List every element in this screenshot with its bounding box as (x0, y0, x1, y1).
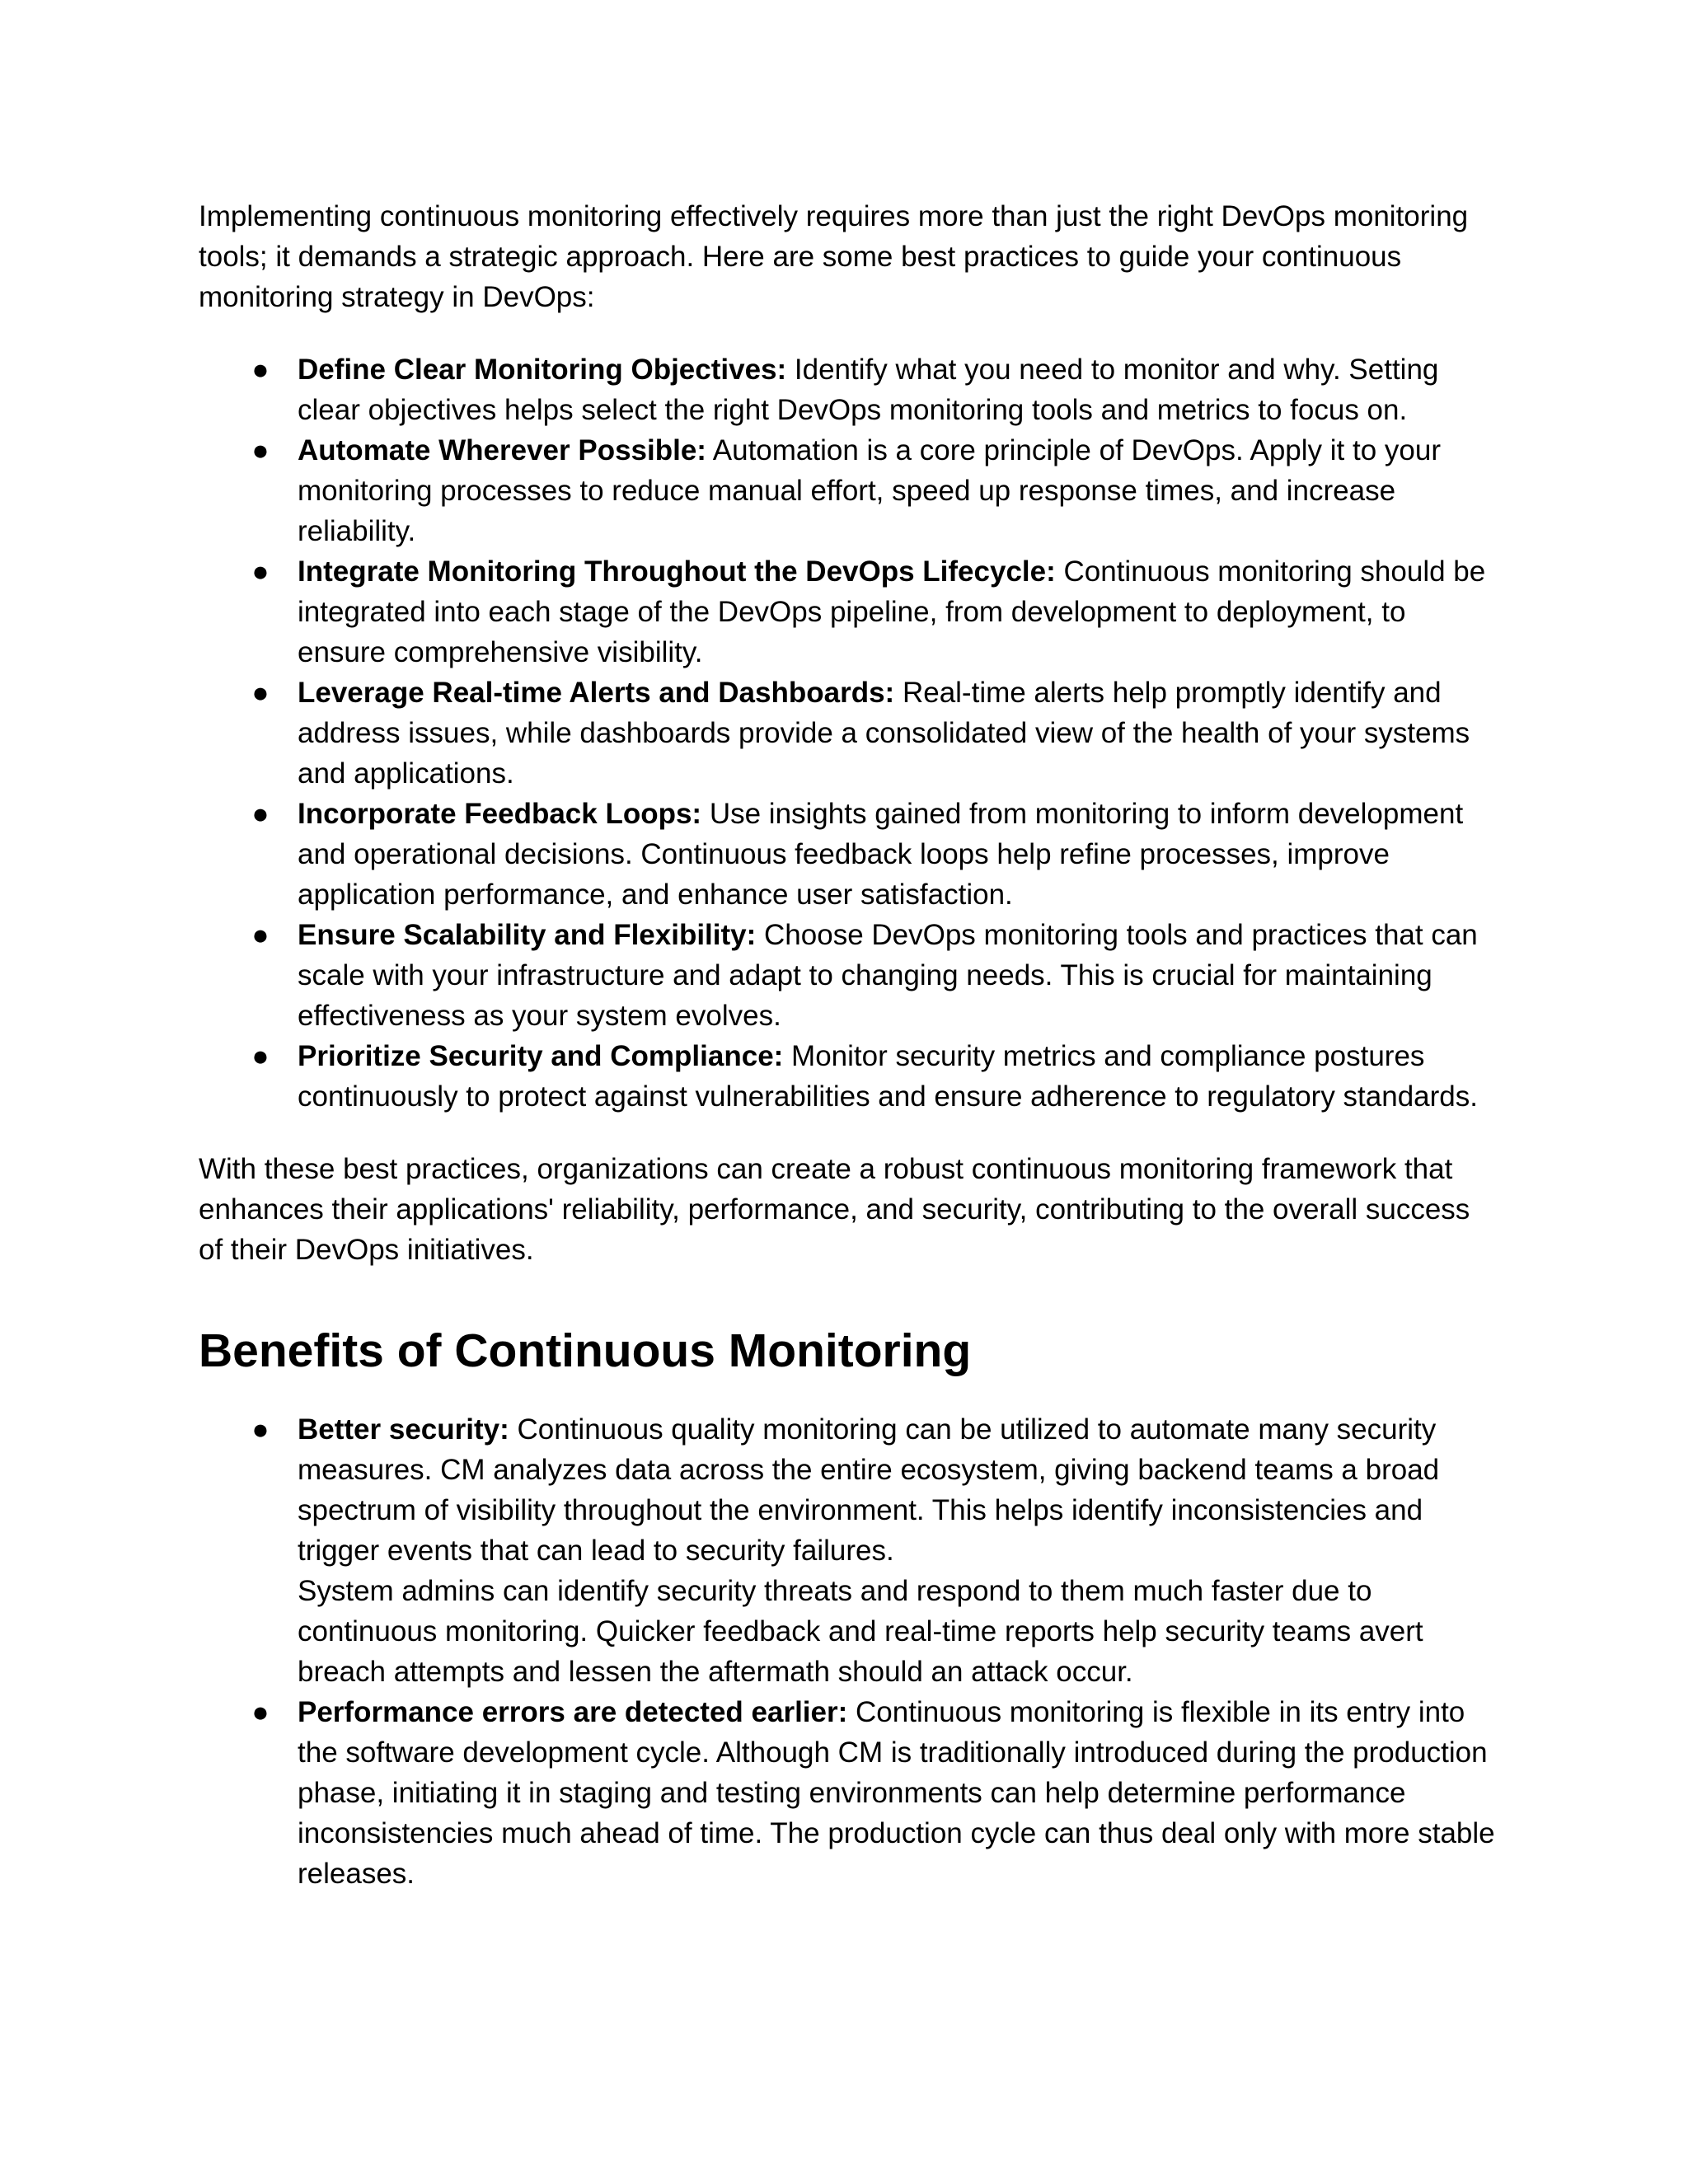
item-text: Identify what you need to monitor and why. Setting clear objectives helps select the right DevOps monitoring tools and metrics to focus on. (298, 354, 1439, 426)
item-extra-text: System admins can identify security threats and respond to them much faster due to continuous monitoring. Quicker feedback and real-time reports help security teams avert breach attempts and lessen the aftermath should an attack occur. (298, 1575, 1423, 1688)
item-text: Use insights gained from monitoring to inform development and operational decisions. Continuous feedback loops help refine processes, improve application performance, and enhance user satisfaction. (298, 798, 1464, 911)
item-title: Prioritize Security and Compliance: (298, 1040, 784, 1072)
list-item (199, 794, 1501, 915)
item-title: Performance errors are detected earlier: (298, 1696, 848, 1728)
item-title: Leverage Real-time Alerts and Dashboards: (298, 677, 895, 709)
benefits-list (199, 1409, 1501, 1894)
bullet-icon: ● (251, 1696, 270, 1728)
document-page (199, 196, 1501, 1894)
bullet-icon: ● (251, 354, 270, 386)
bullet-icon: ● (251, 919, 270, 951)
bullet-icon: ● (251, 434, 270, 466)
item-text: Real-time alerts help promptly identify and address issues, while dashboards provide a consolidated view of the health of your systems and applications. (298, 677, 1470, 790)
list-item (199, 1036, 1501, 1117)
item-title: Automate Wherever Possible: (298, 434, 706, 466)
section-heading: Benefits of Continuous Monitoring (199, 1324, 972, 1377)
list-item (199, 1409, 1501, 1692)
bullet-icon: ● (251, 677, 270, 709)
item-text: Monitor security metrics and compliance postures continuously to protect against vulnerabilities and ensure adherence to regulatory standards. (298, 1040, 1478, 1113)
bullet-icon: ● (251, 555, 270, 588)
item-text: Continuous quality monitoring can be utilized to automate many security measures. CM analyzes data across the entire ecosystem, giving backend teams a broad spectrum of visibility throughout the environment. This helps identify inconsistencies and trigger events that can lead to security failures. (298, 1413, 1440, 1567)
best-practices-list (199, 349, 1501, 1117)
item-title: Incorporate Feedback Loops: (298, 798, 702, 830)
list-item (199, 551, 1501, 673)
list-item (199, 915, 1501, 1036)
item-title: Ensure Scalability and Flexibility: (298, 919, 757, 951)
item-text: Continuous monitoring should be integrated into each stage of the DevOps pipeline, from development to deployment, to ensure comprehensive visibility. (298, 555, 1486, 668)
list-item (199, 430, 1501, 551)
bullet-icon: ● (251, 1413, 270, 1446)
list-item (199, 349, 1501, 430)
bullet-icon: ● (251, 798, 270, 830)
list-item (199, 673, 1501, 794)
item-title: Better security: (298, 1413, 509, 1446)
item-title: Define Clear Monitoring Objectives: (298, 354, 787, 386)
item-title: Integrate Monitoring Throughout the DevOps Lifecycle: (298, 555, 1056, 588)
list-item (199, 1692, 1501, 1894)
intro-paragraph: Implementing continuous monitoring effectively requires more than just the right DevOps monitoring tools; it demands a strategic approach. Here are some best practices to guide your continuous monitoring strategy in DevOps: (199, 200, 1469, 313)
closing-paragraph: With these best practices, organizations can create a robust continuous monitoring framework that enhances their applications' reliability, performance, and security, contributing to the overall success of their DevOps initiatives. (199, 1153, 1470, 1266)
item-text: Automation is a core principle of DevOps. Apply it to your monitoring processes to reduce manual effort, speed up response times, and increase reliability. (298, 434, 1441, 547)
bullet-icon: ● (251, 1040, 270, 1072)
item-text: Choose DevOps monitoring tools and practices that can scale with your infrastructure and adapt to changing needs. This is crucial for maintaining effectiveness as your system evolves. (298, 919, 1478, 1032)
item-text: Continuous monitoring is flexible in its entry into the software development cycle. Although CM is traditionally introduced during the production phase, initiating it in staging and testing environments can help determine performance inconsistencies much ahead of time. The production cycle can thus deal only with more stable releases. (298, 1696, 1495, 1890)
